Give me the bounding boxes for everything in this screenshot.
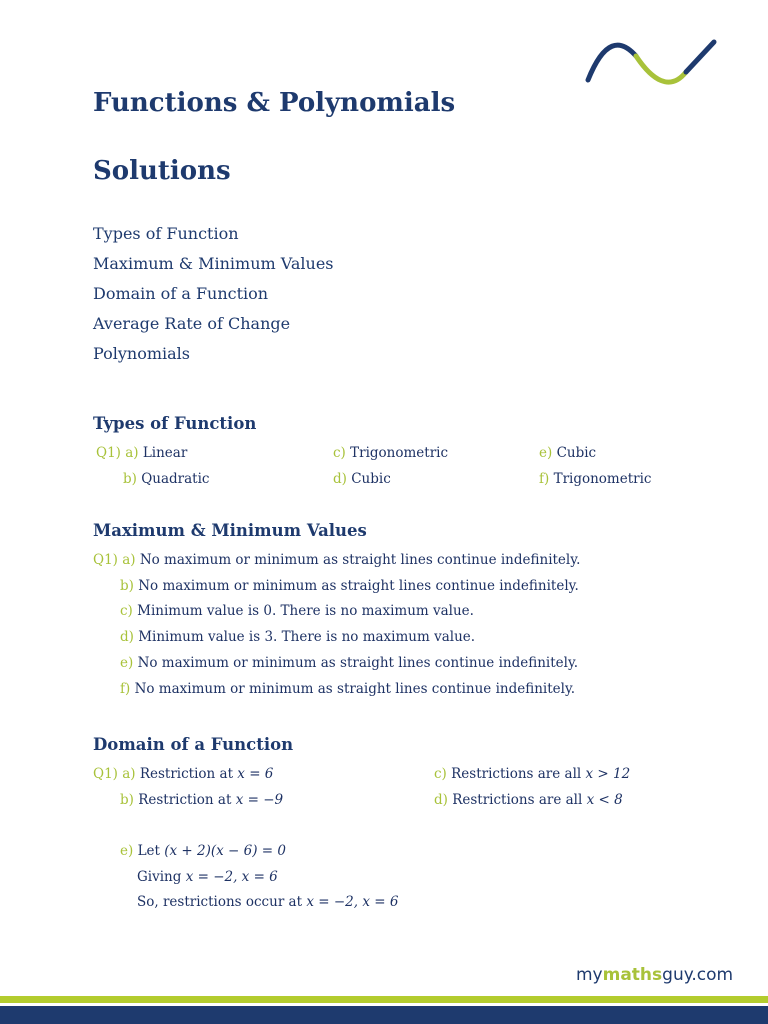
types-answer-f xyxy=(539,471,651,487)
math-expression: x = −9 xyxy=(235,792,284,808)
part-label: e) xyxy=(120,843,134,859)
footer-bar xyxy=(0,1006,768,1024)
maxmin-answer-a xyxy=(93,552,580,568)
maxmin-answer-e xyxy=(120,655,578,671)
domain-answer-a xyxy=(93,766,273,782)
section-heading-types: Types of Function xyxy=(93,414,257,433)
brand-pre: my xyxy=(576,965,603,985)
types-answer-c xyxy=(333,445,448,461)
toc-item[interactable]: Average Rate of Change xyxy=(93,314,291,333)
answer-text: Restriction at xyxy=(139,766,238,782)
answer-text: Restrictions are all xyxy=(452,792,587,808)
answer-text: No maximum or minimum as straight lines continue indefinitely. xyxy=(134,681,576,697)
part-label: d) xyxy=(333,471,347,487)
section-heading-domain: Domain of a Function xyxy=(93,735,294,754)
answer-text: Trigonometric xyxy=(553,471,652,487)
answer-text: Linear xyxy=(142,445,188,461)
toc-item[interactable]: Polynomials xyxy=(93,344,190,363)
math-expression: x > 12 xyxy=(585,766,631,782)
maxmin-answer-c xyxy=(120,603,474,619)
maxmin-answer-d xyxy=(120,629,475,645)
math-expression: x = 6 xyxy=(237,766,274,782)
math-expression: x = −2, x = 6 xyxy=(306,894,399,910)
types-answer-b xyxy=(123,471,209,487)
answer-text: So, restrictions occur at xyxy=(137,894,307,910)
answer-text: Restrictions are all xyxy=(451,766,586,782)
answer-text: Cubic xyxy=(556,445,597,461)
question-label: Q1) a) xyxy=(96,445,139,461)
math-expression: x < 8 xyxy=(586,792,623,808)
answer-text: No maximum or minimum as straight lines continue indefinitely. xyxy=(137,655,579,671)
domain-answer-e xyxy=(120,843,286,859)
types-answer-a xyxy=(96,445,187,461)
answer-text: Minimum value is 0. There is no maximum value. xyxy=(137,603,474,619)
part-label: c) xyxy=(434,766,447,782)
brand-highlight: maths xyxy=(602,965,663,985)
toc-item[interactable]: Maximum & Minimum Values xyxy=(93,254,334,273)
answer-text: Giving xyxy=(137,869,186,885)
toc-item[interactable]: Domain of a Function xyxy=(93,284,269,303)
part-label: e) xyxy=(539,445,553,461)
part-label: b) xyxy=(120,792,134,808)
page-subtitle: Solutions xyxy=(93,156,231,186)
question-label: Q1) a) xyxy=(93,552,136,568)
toc-item[interactable]: Types of Function xyxy=(93,224,239,243)
question-label: Q1) a) xyxy=(93,766,136,782)
domain-answer-b xyxy=(120,792,283,808)
answer-text: Let xyxy=(137,843,165,859)
domain-answer-e-line3 xyxy=(137,894,398,910)
types-answer-d xyxy=(333,471,391,487)
footer-accent-bar xyxy=(0,996,768,1003)
answer-text: Trigonometric xyxy=(350,445,449,461)
domain-answer-d xyxy=(434,792,623,808)
domain-answer-c xyxy=(434,766,630,782)
answer-text: Quadratic xyxy=(141,471,210,487)
answer-text: Restriction at xyxy=(138,792,236,808)
part-label: d) xyxy=(434,792,448,808)
brand-post: guy.com xyxy=(662,965,734,985)
answer-text: Minimum value is 3. There is no maximum value. xyxy=(138,629,476,645)
math-expression: x = −2, x = 6 xyxy=(185,869,278,885)
part-label: c) xyxy=(120,603,133,619)
part-label: f) xyxy=(539,471,550,487)
part-label: c) xyxy=(333,445,346,461)
answer-text: No maximum or minimum as straight lines continue indefinitely. xyxy=(138,578,579,594)
page-title: Functions & Polynomials xyxy=(93,88,456,118)
part-label: b) xyxy=(123,471,137,487)
part-label: e) xyxy=(120,655,134,671)
types-answer-e xyxy=(539,445,596,461)
part-label: f) xyxy=(120,681,131,697)
part-label: b) xyxy=(120,578,134,594)
answer-text: Cubic xyxy=(351,471,391,487)
domain-answer-e-line2 xyxy=(137,869,278,885)
section-heading-maxmin: Maximum & Minimum Values xyxy=(93,521,367,540)
answer-text: No maximum or minimum as straight lines continue indefinitely. xyxy=(139,552,581,568)
maxmin-answer-b xyxy=(120,578,579,594)
wave-logo-icon xyxy=(582,36,722,88)
brand-logo-text[interactable] xyxy=(576,965,733,985)
maxmin-answer-f xyxy=(120,681,575,697)
part-label: d) xyxy=(120,629,134,645)
math-expression: (x + 2)(x − 6) = 0 xyxy=(164,843,286,859)
